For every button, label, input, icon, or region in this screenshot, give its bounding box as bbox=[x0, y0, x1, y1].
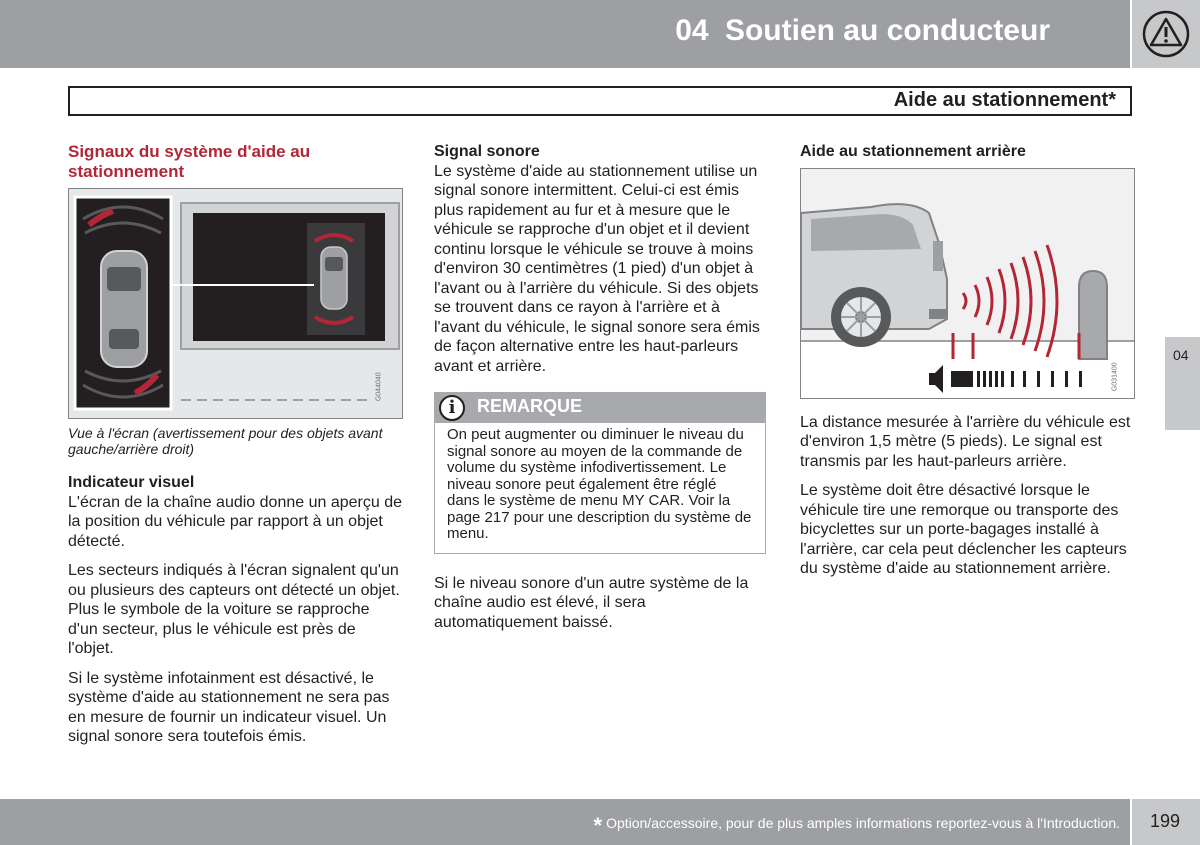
header-icon-box bbox=[1132, 0, 1200, 68]
col3-paragraph-1: La distance mesurée à l'arrière du véhicule est d'environ 1,5 mètre (5 pieds). Le signal est transmis par les haut-parleurs arrière. bbox=[800, 413, 1131, 470]
chapter-name: Soutien au conducteur bbox=[724, 14, 1050, 47]
parking-display-illustration bbox=[69, 189, 403, 419]
rear-park-assist-illustration bbox=[801, 169, 1135, 399]
footer-note bbox=[594, 813, 1121, 839]
figure-code: G044040 bbox=[375, 372, 383, 402]
col3-subhead: Aide au stationnement arrière bbox=[800, 143, 1026, 160]
column-2 bbox=[434, 142, 766, 642]
footer-note-text: Option/accessoire, pour de plus amples informations reportez-vous à l'Introduction. bbox=[606, 815, 1120, 831]
col1-paragraph-2: Les secteurs indiqués à l'écran signalent qu'un ou plusieurs des capteurs ont détecté un objet. Plus le symbole de la voiture se rapproche d'un secteur, plus le véhicule est près de l'objet. bbox=[68, 562, 400, 657]
col1-heading: Signaux du système d'aide au stationnement bbox=[68, 142, 311, 181]
col3-paragraph-2: Le système doit être désactivé lorsque le véhicule tire une remorque ou transporte des bicyclettes sur un porte-bagages installé à l'arrière, car cela peut déclencher les capteurs du système d'aide au stationnement arrière. bbox=[800, 482, 1127, 577]
info-icon: i bbox=[439, 395, 465, 421]
footer-star: * bbox=[593, 813, 603, 838]
note-text: On peut augmenter ou diminuer le niveau du signal sonore au moyen de la commande de volume du système infodivertissement. Le niveau sonore peut également être réglé dans le système de menu MY CAR. Voir la page 217 pour une description du système de menu. bbox=[447, 426, 752, 542]
figure-code: G031400 bbox=[1111, 361, 1119, 391]
figure-caption: Vue à l'écran (avertissement pour des objets avant gauche/arrière droit) bbox=[68, 425, 383, 457]
rear-park-assist-figure bbox=[800, 168, 1135, 399]
col2-paragraph-2: Si le niveau sonore d'un autre système de la chaîne audio est élevé, il sera automatiquement baissé. bbox=[434, 574, 749, 631]
col2-paragraph-1: Le système d'aide au stationnement utilise un signal sonore intermittent. Celui-ci est émis plus rapidement au fur et à mesure que le véhicule se rapproche d'un objet et il devient continu lorsque le véhicule se trouve à moins d'environ 30 centimètres (1 pied) d'un objet à l'avant ou à l'arrière du véhicule. Si des objets se trouvent dans ce rayon à l'arrière et à l'avant du véhicule, le signal sonore sera émis de façon alternative entre les haut-parleurs avant et arrière. bbox=[434, 162, 760, 375]
chapter-number: 04 bbox=[675, 14, 709, 47]
note-box bbox=[434, 392, 766, 554]
chapter-title bbox=[675, 14, 1050, 48]
side-tab-label: 04 bbox=[1173, 347, 1189, 363]
section-title: Aide au stationnement* bbox=[893, 89, 1116, 111]
column-3 bbox=[800, 142, 1135, 589]
chapter-side-tab bbox=[1165, 337, 1200, 430]
col2-subhead: Signal sonore bbox=[434, 143, 540, 160]
footer-band bbox=[0, 799, 1130, 845]
note-header bbox=[435, 393, 765, 423]
parking-display-figure bbox=[68, 188, 403, 419]
note-label: REMARQUE bbox=[477, 396, 583, 416]
section-box bbox=[68, 86, 1132, 116]
header-band bbox=[0, 0, 1130, 68]
column-1 bbox=[68, 142, 403, 757]
page-number-box bbox=[1132, 799, 1200, 845]
page-number: 199 bbox=[1150, 811, 1181, 831]
col1-paragraph-1: L'écran de la chaîne audio donne un aperçu de la position du véhicule par rapport à un objet détecté. bbox=[68, 493, 402, 550]
col1-paragraph-3: Si le système infotainment est désactivé, le système d'aide au stationnement ne sera pas en mesure de fournir un indicateur visuel. Un signal sonore sera toutefois émis. bbox=[68, 669, 390, 745]
col1-subhead: Indicateur visuel bbox=[68, 474, 195, 491]
warning-triangle-icon bbox=[1142, 10, 1190, 58]
